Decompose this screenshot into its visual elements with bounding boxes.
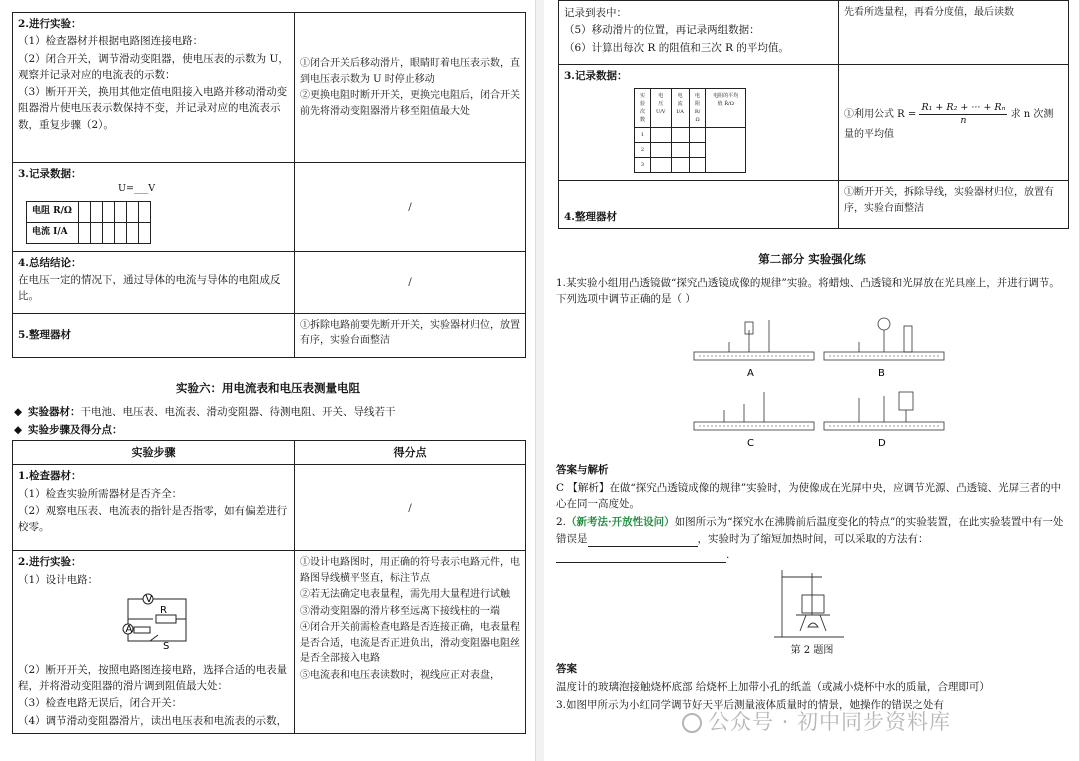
score-point: ②更换电阻时断开开关，更换完电阻后，闭合开关前先将滑动变阻器滑片移至阻值最大处: [300, 90, 520, 117]
row-title: 3.记录数据：: [564, 70, 628, 82]
optical-bench-figure: [544, 310, 1080, 460]
left-page: [0, 0, 536, 761]
table-row: [13, 13, 526, 163]
boiling-apparatus-figure: [544, 565, 1080, 643]
circuit-label-s: S: [163, 640, 170, 652]
score-point: ①拆除电路前要先断开开关，实验器材归位，放置有序，实验台面整洁: [300, 319, 520, 347]
answer-label: 答案: [556, 662, 577, 675]
step-line: （2）闭合开关，调节滑动变阻器，使电压表的示数为 U，观察并记录对应的电流表的示数：: [18, 52, 289, 81]
conclusion-text: 在电压一定的情况下，通过导体的电流与导体的电阻成反比。: [18, 274, 281, 303]
diamond-bullet-icon: ◆: [14, 423, 23, 436]
circuit-label-v: V: [145, 593, 153, 605]
question-1: 1.某实验小组用凸透镜做“探究凸透镜成像的规律”实验。将蜡烛、凸透镜和光屏放在光具座上，并进行调节。下列选项中调节正确的是（ ）: [556, 277, 1060, 306]
score-point: /: [295, 251, 526, 313]
option-d-label: D: [878, 437, 886, 449]
record-table: 实验次数 电压 U/V 电流 I/A 电阻 R/Ω 电阻的平均值 R̄/Ω 1 2 3: [634, 88, 746, 173]
step-line: （3）断开开关，换用其他定值电阻接入电路并移动滑动变阻器滑片使电压表示数保持不变，并记录对应的电流表示数，重复步骤（2）。: [18, 86, 288, 131]
score-point: ⑤电流表和电压表读数时，视线应正对表盘，: [300, 669, 500, 681]
option-b-label: B: [878, 367, 885, 379]
row-title: 4.整理器材: [564, 211, 617, 223]
circuit-label-a: A: [125, 623, 133, 635]
table-row: [13, 163, 526, 252]
circuit-diagram: [18, 589, 288, 661]
step-line: （1）检查实验所需器材是否齐全：: [18, 487, 183, 500]
step-line: （1）设计电路：: [18, 573, 99, 586]
table-row: [13, 551, 526, 734]
table-header-row: [13, 441, 526, 465]
question-2: 2.（新考法·开放性设问）如图所示为“探究水在沸腾前后温度变化的特点”的实验装置，在此实验装置中有一处错误是 ，实验时为了缩短加热时间，可以采取的方法有： .: [556, 514, 1068, 563]
score-point: /: [295, 163, 526, 252]
row-title: 4.总结结论：: [18, 256, 82, 269]
step-line: （6）计算出每次 R 的阻值和三次 R 的平均值。: [564, 41, 789, 54]
procedure-table-1: [12, 12, 526, 358]
equipment-line: ◆ 实验器材：干电池、电压表、电流表、滑动变阻器、待测电阻、开关、导线若干: [14, 404, 536, 420]
score-point: ①设计电路图时，用正确的符号表示电路元件，电路图导线横平竖直，标注节点: [300, 557, 520, 584]
experiment-title: 实验六：用电流表和电压表测量电阻: [176, 380, 360, 395]
row-title: 5.整理器材: [18, 329, 71, 342]
right-page: [544, 0, 1080, 761]
table-row: [13, 251, 526, 313]
step-line: （4）调节滑动变阻器滑片，读出电压表和电流表的示数，: [18, 714, 288, 727]
row-title: 2.进行实验：: [18, 556, 82, 569]
answer-text: 温度计的玻璃泡接触烧杯底部 给烧杯上加带小孔的纸盖（或减小烧杯中水的质量，合理即可）: [556, 680, 990, 693]
diamond-bullet-icon: ◆: [14, 405, 23, 418]
steps-label-line: ◆ 实验步骤及得分点：: [14, 422, 536, 438]
col-header-steps: 实验步骤: [13, 441, 295, 465]
table-row: [559, 181, 1069, 229]
col-header-score: 得分点: [295, 441, 526, 465]
question-tag: （新考法·开放性设问）: [566, 516, 675, 529]
circuit-label-r: R: [160, 604, 167, 616]
table-row: [13, 465, 526, 551]
table-row: [559, 1, 1069, 65]
score-point: ③滑动变阻器的滑片移至远离下接线柱的一端: [300, 605, 500, 617]
step-line: （3）检查电路无误后，闭合开关：: [18, 697, 183, 710]
row-label: 电阻 R/Ω: [27, 201, 79, 222]
score-point: ④闭合开关前需检查电路是否连接正确，电表量程是否合适，电流是否正进负出，滑动变阻器电阻丝是否全部接入电路: [300, 622, 520, 665]
option-a-label: A: [747, 367, 754, 379]
row-title: 3.记录数据：: [18, 168, 82, 180]
formula-fraction: $\frac{\text{R₁ + R₂ + ··· + Rₙ}}{n}$: [921, 102, 1006, 127]
score-point: ①闭合开关后移动滑片，眼睛盯着电压表示数，直到电压表示数为 U 时停止移动: [300, 58, 520, 85]
step-line: （2）断开开关，按照电路图连接电路，选择合适的电表量程，并将滑动变阻器的滑片调到阻值最大处：: [18, 663, 288, 693]
answer-text: C 【解析】在做“探究凸透镜成像的规律”实验时，为使像成在光屏中央，应调节光源、凸透镜、光屏三者的中心在同一高度处。: [556, 481, 1062, 511]
step-line: 记录到表中：: [564, 7, 627, 19]
procedure-table-3: [558, 0, 1069, 229]
step-line: （2）观察电压表、电流表的指针是否指零，如有偏差进行校零。: [18, 504, 288, 534]
score-point: ②若无法确定电表量程，需先用大量程进行试触: [300, 589, 510, 601]
score-point: ①断开开关，拆除导线，实验器材归位，放置有序，实验台面整洁: [844, 187, 1054, 214]
record-table: [26, 201, 151, 244]
part-title: 第二部分 实验强化练: [758, 252, 866, 267]
score-point: ①利用公式 R =: [844, 109, 917, 121]
wechat-logo-icon: [682, 713, 702, 733]
voltage-label: U=___V: [118, 183, 156, 195]
row-title: 1.检查器材：: [18, 470, 82, 483]
step-line: （1）检查器材并根据电路图连接电路：: [18, 35, 204, 48]
answer-label: 答案与解析: [556, 463, 609, 476]
table-row: [13, 313, 526, 357]
figure-caption: 第 2 题图: [790, 645, 834, 657]
score-point: /: [295, 465, 526, 551]
table-row: [559, 65, 1069, 181]
procedure-table-2: [12, 440, 526, 734]
question-3: 3.如图甲所示为小红同学调节好天平后测量液体质量时的情景，她操作的错误之处有: [556, 699, 945, 712]
score-point: 求 n 次测量的平均值: [844, 109, 1054, 141]
watermark: 公众号 · 初中同步资料库: [682, 706, 951, 739]
row-title: 2.进行实验：: [18, 18, 82, 30]
score-point: 先看所选量程，再看分度值，最后读数: [844, 7, 1014, 18]
option-c-label: C: [747, 437, 754, 449]
row-label: 电流 I/A: [27, 222, 79, 243]
step-line: （5）移动滑片的位置，再记录两组数据：: [564, 24, 760, 37]
